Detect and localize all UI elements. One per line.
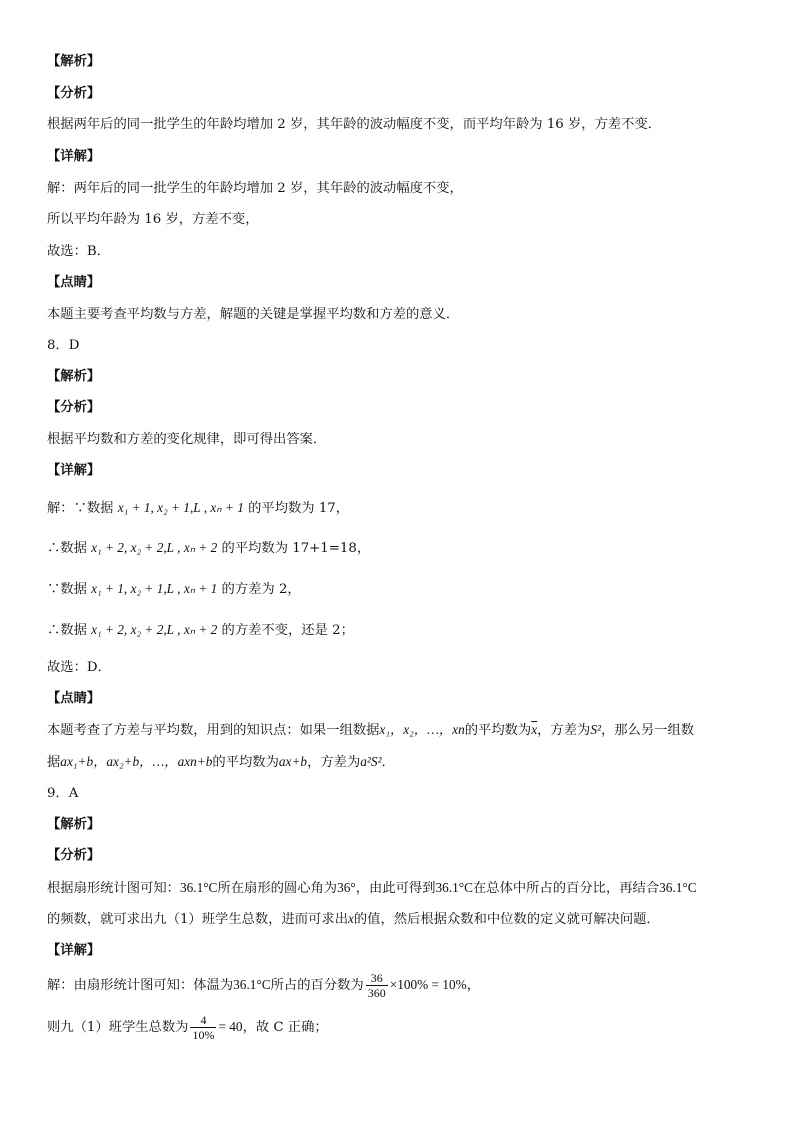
formula: 36.1°C — [233, 977, 271, 992]
solution-suffix: 的平均数为 17， — [248, 501, 350, 516]
solution-suffix: 的方差不变，还是 2； — [221, 623, 354, 638]
numerator: 36 — [366, 971, 388, 986]
fraction — [190, 1013, 216, 1042]
formula: ax₁+b，ax₂+b，…，axn+b — [60, 754, 213, 769]
formula: 36° — [337, 880, 356, 895]
dianjing-heading-7: 【点睛】 — [47, 275, 101, 290]
formula: ×100% = 10% — [389, 977, 467, 992]
solution-line-8-1 — [47, 498, 349, 519]
xiangjie-heading-7: 【详解】 — [47, 149, 101, 164]
formula: S² — [590, 722, 601, 737]
formula: = 40 — [218, 1019, 243, 1034]
solution-prefix: 解：∵数据 — [47, 501, 114, 516]
text: 的值，然后根据众数和中位数的定义就可解决问题． — [353, 912, 660, 927]
fenxi-line-9-1 — [47, 878, 697, 899]
text: ，方差为 — [537, 723, 591, 738]
question-number-8: 8．D — [47, 338, 80, 353]
text: 的平均数为 — [464, 723, 532, 738]
text: ，那么另一组数 — [600, 723, 695, 738]
xiangjie-line-9-2 — [47, 1012, 328, 1043]
text: ． — [381, 755, 395, 770]
text: 所在扇形的圆心角为 — [217, 881, 338, 896]
xiangjie-line-7-3: 故选：B． — [47, 244, 110, 259]
xiangjie-line-9-1 — [47, 970, 480, 1001]
jiexi-heading-9: 【解析】 — [47, 817, 101, 832]
text: 解：由扇形统计图可知：体温为 — [47, 978, 234, 993]
xiangjie-line-7-1: 解：两年后的同一批学生的年龄均增加 2 岁，其年龄的波动幅度不变， — [47, 181, 463, 196]
formula: 36.1°C — [435, 880, 473, 895]
question-number-9: 9．A — [47, 786, 79, 801]
xiangjie-line-7-2: 所以平均年龄为 16 岁，方差不变， — [47, 212, 259, 227]
formula: x₁ + 1, x₂ + 1,L , xₙ + 1 — [91, 581, 218, 596]
formula: ax+b — [278, 754, 308, 769]
jiexi-heading-8: 【解析】 — [47, 369, 101, 384]
solution-prefix: ∴数据 — [47, 541, 87, 556]
solution-answer-8: 故选：D． — [47, 660, 111, 675]
formula-mean: $\overline{x}$ — [531, 722, 538, 737]
denominator: 360 — [367, 986, 386, 1000]
solution-line-8-2 — [47, 538, 370, 559]
dianjing-text-7: 本题主要考查平均数与方差，解题的关键是掌握平均数和方差的意义． — [47, 307, 460, 322]
solution-suffix: 的方差为 2， — [221, 582, 301, 597]
text: 则九（1）班学生总数为 — [47, 1020, 189, 1035]
formula: 36.1°C — [179, 880, 218, 895]
dianjing-line-8-2 — [47, 752, 395, 773]
solution-prefix: ∵数据 — [47, 582, 87, 597]
fraction — [366, 971, 388, 1000]
fenxi-text-7: 根据两年后的同一批学生的年龄均增加 2 岁，其年龄的波动幅度不变，而平均年龄为 16 岁，方差不变． — [47, 117, 662, 132]
dianjing-line-8-1 — [47, 720, 694, 741]
solution-prefix: ∴数据 — [47, 623, 87, 638]
fenxi-heading-7: 【分析】 — [47, 86, 101, 101]
fenxi-heading-9: 【分析】 — [47, 848, 101, 863]
formula: x₁ + 1, x₂ + 1,L , xₙ + 1 — [117, 500, 244, 515]
formula: x₁ + 2, x₂ + 2,L , xₙ + 2 — [91, 622, 218, 637]
formula: x₁ + 2, x₂ + 2,L , xₙ + 2 — [91, 540, 218, 555]
solution-suffix: 的平均数为 17+1=18， — [221, 541, 371, 556]
xiangjie-heading-8: 【详解】 — [47, 463, 101, 478]
xiangjie-heading-9: 【详解】 — [47, 943, 101, 958]
denominator: 10% — [192, 1028, 215, 1042]
text: ，故 C 正确； — [242, 1020, 328, 1035]
text: ， — [466, 978, 481, 993]
formula: 36.1°C — [659, 880, 697, 895]
text: 据 — [47, 755, 61, 770]
text: 本题考查了方差与平均数，用到的知识点：如果一组数据 — [47, 723, 380, 738]
text: 在总体中所占的百分比，再结合 — [472, 881, 660, 896]
solution-line-8-3 — [47, 579, 301, 600]
formula: a²S² — [360, 754, 382, 769]
formula: x — [348, 911, 354, 926]
numerator: 4 — [190, 1013, 216, 1028]
fenxi-line-9-2 — [47, 909, 660, 930]
formula: x₁，x₂，…，xn — [379, 722, 465, 737]
text: 的平均数为 — [212, 755, 279, 770]
dianjing-heading-8: 【点睛】 — [47, 691, 101, 706]
text: 根据扇形统计图可知： — [47, 881, 180, 896]
text: ，方差为 — [307, 755, 361, 770]
jiexi-heading-7: 【解析】 — [47, 54, 101, 69]
text: 的频数，就可求出九（1）班学生总数，进而可求出 — [47, 912, 348, 927]
fenxi-text-8: 根据平均数和方差的变化规律，即可得出答案． — [47, 432, 327, 447]
text: 所占的百分数为 — [270, 978, 364, 993]
text: ，由此可得到 — [355, 881, 436, 896]
fenxi-heading-8: 【分析】 — [47, 400, 101, 415]
solution-line-8-4 — [47, 620, 354, 641]
